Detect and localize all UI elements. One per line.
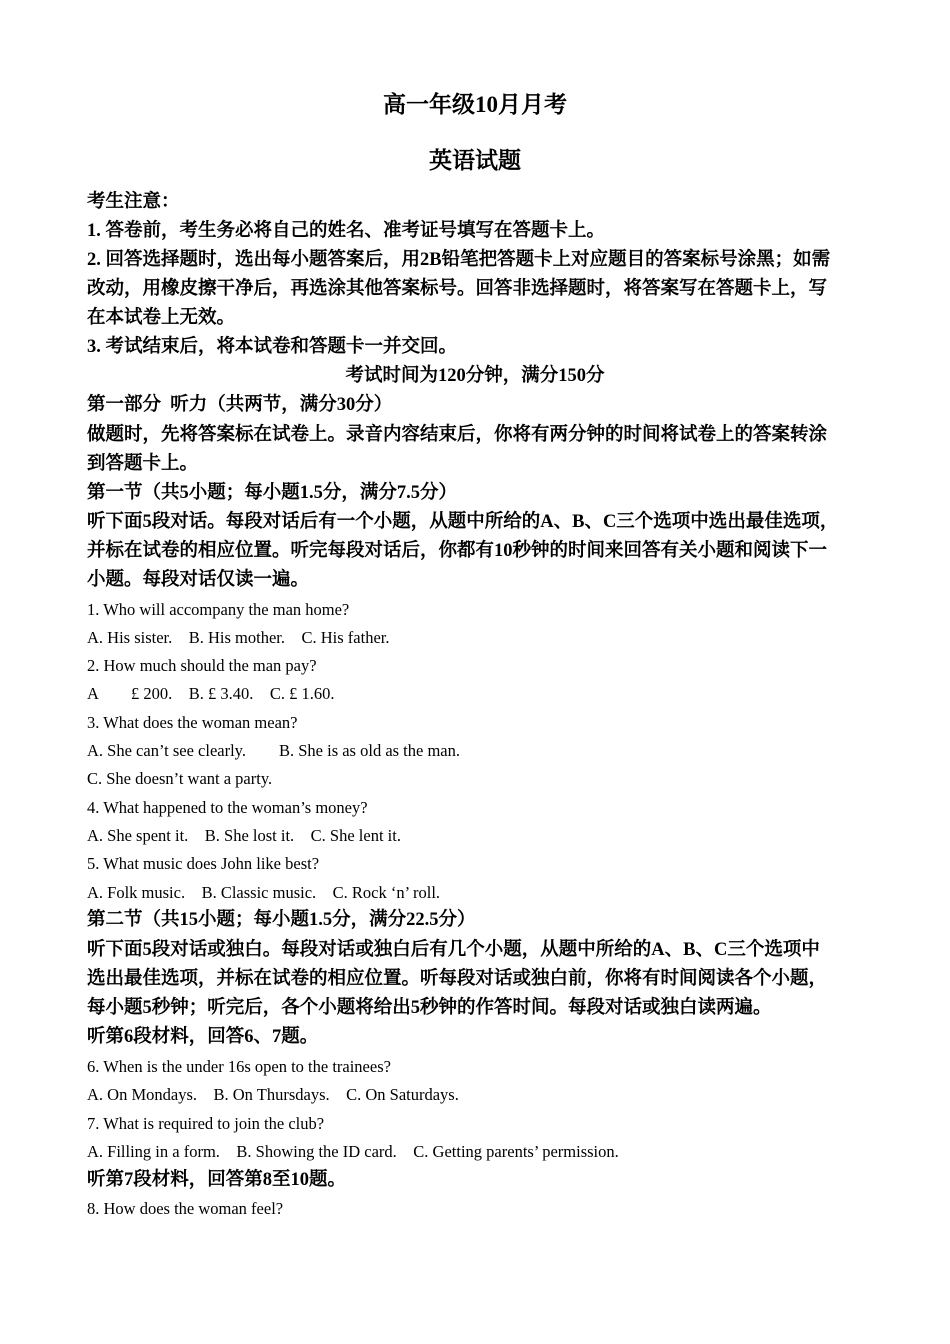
question-8: 8. How does the woman feel? bbox=[87, 1199, 284, 1218]
question-1-options: A. His sister. B. His mother. C. His father. bbox=[87, 628, 390, 647]
section1-heading: 第一节（共5小题；每小题1.5分，满分7.5分） bbox=[87, 483, 458, 503]
exam-time: 考试时间为120分钟，满分150分 bbox=[345, 366, 605, 386]
part1-heading: 第一部分 听力（共两节，满分30分） bbox=[87, 395, 393, 415]
question-6: 6. When is the under 16s open to the trainees? bbox=[87, 1057, 391, 1076]
part1-intro-line-2: 到答题卡上。 bbox=[87, 454, 199, 474]
section2-heading: 第二节（共15小题；每小题1.5分，满分22.5分） bbox=[87, 910, 476, 930]
notice-item-2-line-2: 改动，用橡皮擦干净后，再选涂其他答案标号。回答非选择题时，将答案写在答题卡上，写 bbox=[87, 279, 828, 299]
notice-item-2-line-3: 在本试卷上无效。 bbox=[87, 308, 236, 328]
notice-item-2-line-1: 2. 回答选择题时，选出每小题答案后，用2B铅笔把答题卡上对应题目的答案标号涂黑；如需 bbox=[87, 250, 831, 270]
notice-item-1: 1. 答卷前，考生务必将自己的姓名、准考证号填写在答题卡上。 bbox=[87, 221, 606, 241]
question-3-options-line-2: C. She doesn’t want a party. bbox=[87, 769, 273, 788]
question-2: 2. How much should the man pay? bbox=[87, 656, 317, 675]
section1-intro-line-2: 并标在试卷的相应位置。听完每段对话后，你都有10秒钟的时间来回答有关小题和阅读下一 bbox=[87, 541, 828, 561]
question-3: 3. What does the woman mean? bbox=[87, 713, 298, 732]
section2-intro-line-2: 选出最佳选项，并标在试卷的相应位置。听每段对话或独白前，你将有时间阅读各个小题， bbox=[87, 969, 828, 989]
exam-title: 高一年级10月月考 bbox=[383, 92, 567, 117]
notice-heading: 考生注意： bbox=[87, 192, 180, 212]
notice-item-3: 3. 考试结束后，将本试卷和答题卡一并交回。 bbox=[87, 337, 458, 357]
question-3-options-line-1: A. She can’t see clearly. B. She is as old as the man. bbox=[87, 741, 460, 760]
question-4: 4. What happened to the woman’s money? bbox=[87, 798, 368, 817]
section2-intro-line-3: 每小题5秒钟；听完后，各个小题将给出5秒钟的作答时间。每段对话或独白读两遍。 bbox=[87, 998, 772, 1018]
part1-intro-line-1: 做题时，先将答案标在试卷上。录音内容结束后，你将有两分钟的时间将试卷上的答案转涂 bbox=[87, 425, 828, 445]
section1-intro-line-1: 听下面5段对话。每段对话后有一个小题，从题中所给的A、B、C三个选项中选出最佳选项， bbox=[87, 512, 839, 532]
question-4-options: A. She spent it. B. She lost it. C. She lent it. bbox=[87, 826, 401, 845]
section2-intro-line-1: 听下面5段对话或独白。每段对话或独白后有几个小题，从题中所给的A、B、C三个选项中 bbox=[87, 940, 820, 960]
section1-intro-line-3: 小题。每段对话仅读一遍。 bbox=[87, 570, 310, 590]
question-5-options: A. Folk music. B. Classic music. C. Rock ‘n’ roll. bbox=[87, 883, 441, 902]
question-7-options: A. Filling in a form. B. Showing the ID card. C. Getting parents’ permission. bbox=[87, 1142, 619, 1161]
material-7-instruction: 听第7段材料，回答第8至10题。 bbox=[87, 1170, 347, 1190]
material-6-instruction: 听第6段材料，回答6、7题。 bbox=[87, 1027, 319, 1047]
question-7: 7. What is required to join the club? bbox=[87, 1114, 325, 1133]
question-6-options: A. On Mondays. B. On Thursdays. C. On Saturdays. bbox=[87, 1085, 459, 1104]
question-2-options: A £ 200. B. £ 3.40. C. £ 1.60. bbox=[87, 684, 335, 703]
question-1: 1. Who will accompany the man home? bbox=[87, 600, 350, 619]
exam-subtitle: 英语试题 bbox=[429, 148, 521, 173]
question-5: 5. What music does John like best? bbox=[87, 854, 320, 873]
